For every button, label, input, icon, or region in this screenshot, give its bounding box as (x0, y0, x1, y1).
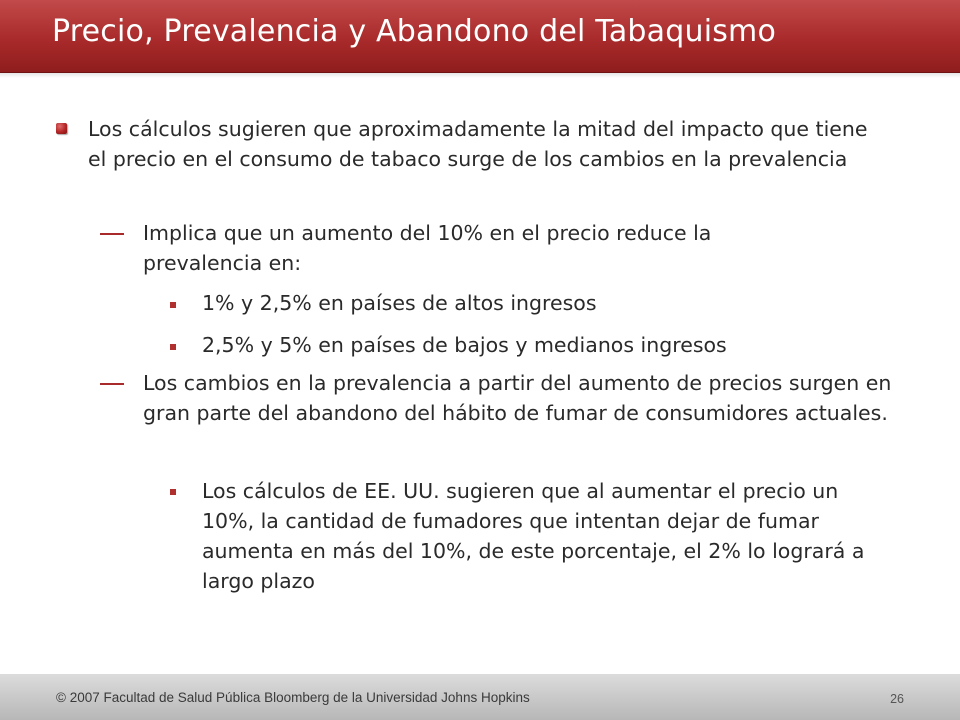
sub-point-prevalence: Implica que un aumento del 10% en el precio reduce la prevalencia en: (143, 221, 712, 275)
dash-bullet-icon (100, 233, 124, 235)
point-main: Los cálculos sugieren que aproximadamente la mitad del impacto que tiene el precio en el consumo de tabaco surge de los cambios en la prevalencia (88, 117, 868, 171)
sub-point-quitting: Los cambios en la prevalencia a partir del aumento de precios surgen en gran parte del abandono del hábito de fumar de consumidores actuales. (143, 371, 892, 425)
list-item: 1% y 2,5% en países de altos ingresos (202, 291, 597, 315)
footer-copyright: © 2007 Facultad de Salud Pública Bloomberg de la Universidad Johns Hopkins (56, 690, 530, 705)
list-item: Los cálculos de EE. UU. sugieren que al aumentar el precio un 10%, la cantidad de fumadores que intentan dejar de fumar aumenta en más del 10%, de este porcentaje, el 2% lo logrará a largo plazo (202, 479, 865, 593)
page-number: 26 (890, 692, 904, 706)
square-bullet-icon (170, 489, 176, 495)
footer-bar (0, 674, 960, 720)
dash-bullet-icon (100, 383, 124, 385)
level1-bullet-icon (56, 123, 67, 134)
square-bullet-icon (170, 344, 176, 350)
title-bar (0, 0, 960, 73)
list-item: 2,5% y 5% en países de bajos y medianos ingresos (202, 333, 727, 357)
slide-title: Precio, Prevalencia y Abandono del Tabaquismo (52, 14, 777, 49)
square-bullet-icon (170, 302, 176, 308)
